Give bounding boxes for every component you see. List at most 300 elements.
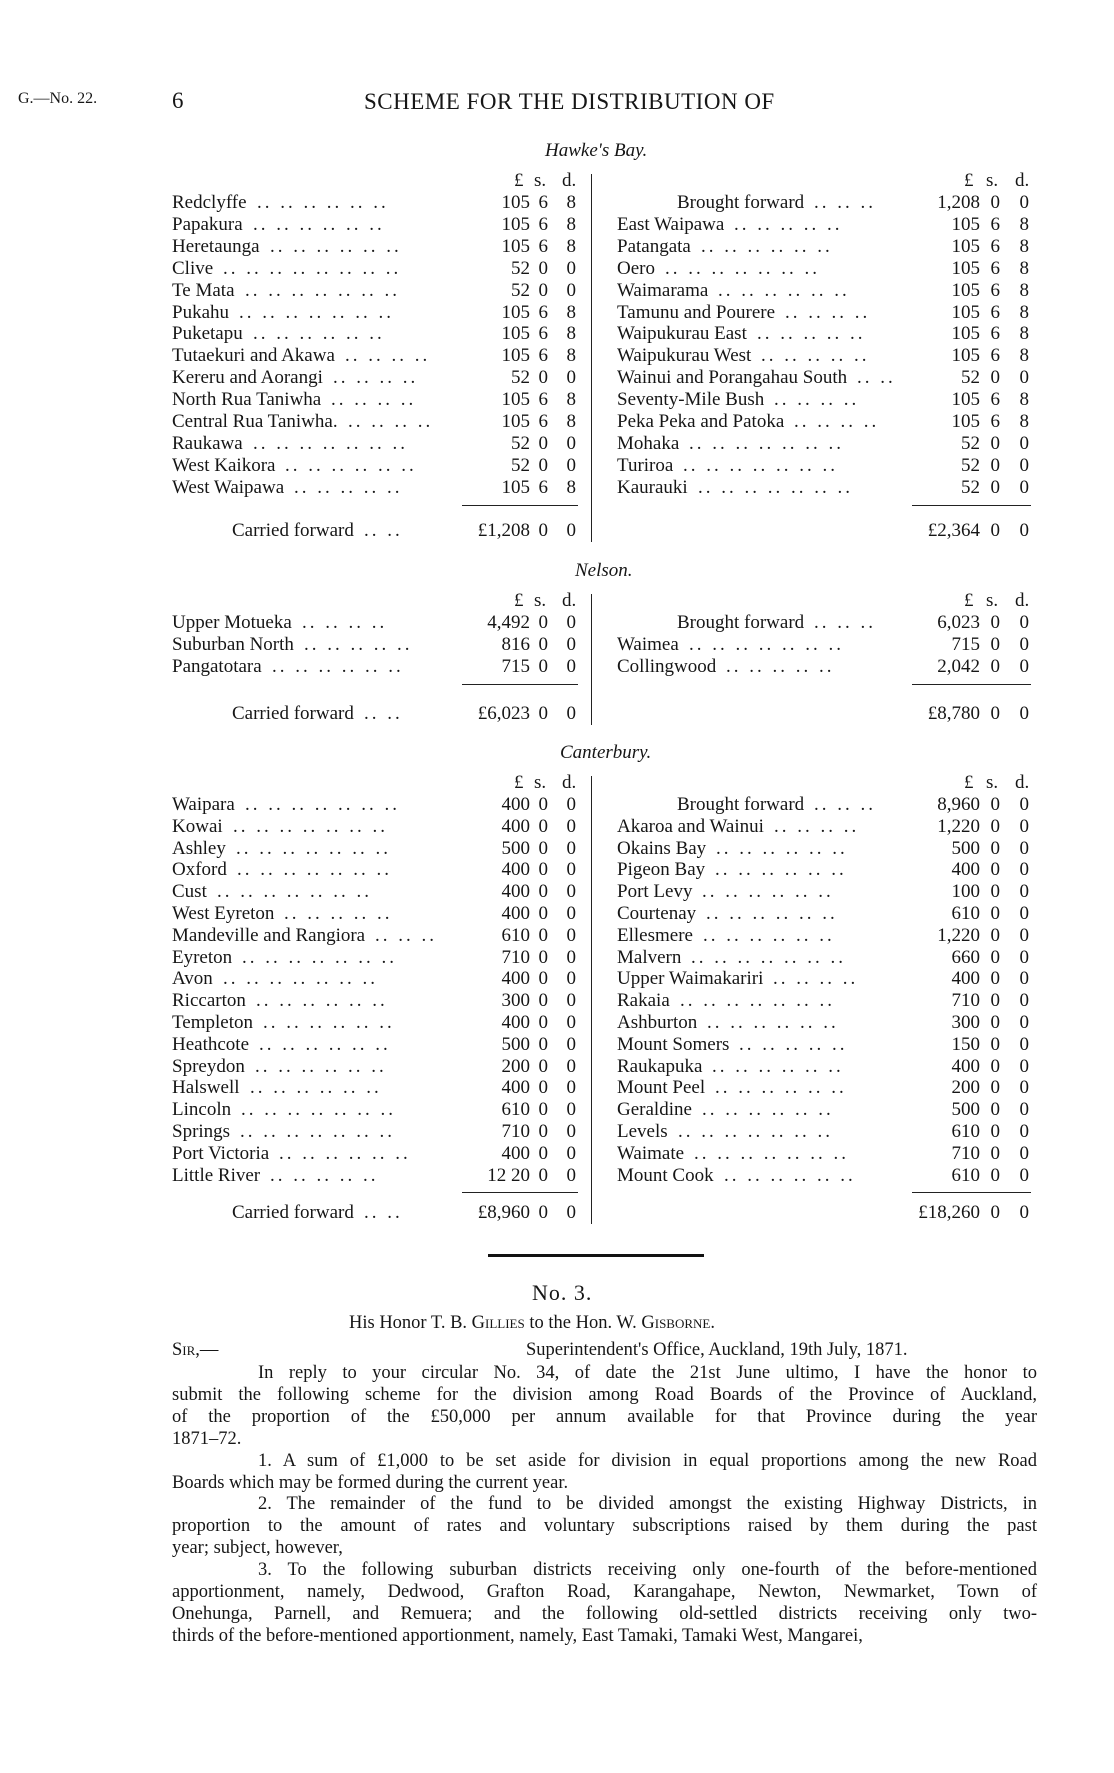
amount-pounds: 105: [501, 301, 530, 323]
amount-shillings: 0: [990, 794, 1000, 815]
amount-pounds: 150: [951, 1033, 980, 1055]
amount-pence: 0: [566, 1012, 576, 1033]
table-row: [0, 859, 1114, 881]
amount-pounds: 52: [511, 454, 530, 476]
district-name: Levels: [617, 1121, 668, 1142]
amount-pounds: 400: [951, 1055, 980, 1077]
left-col-pound: £: [514, 170, 524, 191]
leader-dots: .. .. .. .. .. ..: [270, 235, 402, 257]
amount-pence: 0: [566, 1077, 576, 1099]
total-s: 0: [990, 520, 1000, 541]
leader-dots: .. .. .. .. .. .. ..: [242, 946, 397, 968]
district-name: Waipukurau East: [617, 323, 747, 345]
right-col-d: d.: [1015, 170, 1030, 191]
table-row: [0, 816, 1114, 838]
carried-forward-d: 0: [566, 520, 576, 541]
district-name: Springs: [172, 1121, 231, 1142]
total-rule-left: [462, 1192, 578, 1193]
leader-dots: .. ..: [364, 703, 403, 724]
carried-forward-amount: £8,960: [477, 1202, 530, 1223]
amount-shillings: 0: [538, 1142, 548, 1164]
left-col-d: d.: [562, 772, 577, 793]
leader-dots: .. .. .. .. .. ..: [715, 1077, 847, 1099]
paragraph-line: Boards which may be formed during the current year.: [172, 1472, 569, 1493]
amount-shillings: 0: [538, 924, 548, 946]
amount-pence: 0: [1019, 1055, 1029, 1077]
district-name: Ashburton: [617, 1012, 698, 1033]
amount-pounds: 52: [961, 367, 980, 389]
table-row: [0, 236, 1114, 258]
amount-shillings: 0: [538, 1077, 548, 1099]
amount-pounds: 400: [501, 1077, 530, 1099]
table-row: [0, 258, 1114, 280]
brought-forward-label: Brought forward: [677, 192, 805, 213]
amount-shillings: 0: [990, 837, 1000, 859]
amount-shillings: 0: [538, 634, 548, 655]
period: .: [710, 1313, 715, 1333]
amount-pounds: 660: [951, 946, 980, 968]
section-title: Hawke's Bay.: [545, 140, 648, 161]
district-name: North Rua Taniwha: [172, 389, 322, 411]
leader-dots: .. .. .. .. ..: [726, 656, 835, 677]
amount-pounds: 400: [501, 794, 530, 815]
amount-shillings: 0: [538, 279, 548, 301]
amount-pence: 0: [1019, 837, 1029, 859]
leader-dots: .. .. .. ..: [302, 612, 388, 633]
leader-dots: .. .. ..: [375, 924, 437, 946]
amount-pence: 0: [566, 1142, 576, 1164]
amount-shillings: 6: [538, 235, 548, 257]
total-amount: £18,260: [918, 1202, 980, 1223]
district-name: Mandeville and Rangiora: [172, 924, 366, 946]
amount-pence: 8: [1019, 301, 1029, 323]
left-col-pound: £: [514, 590, 524, 611]
district-name: Suburban North: [172, 634, 294, 655]
from-to-mid: to the Hon. W.: [529, 1313, 637, 1333]
district-name: West Kaikora: [172, 454, 276, 476]
carried-forward-amount: £1,208: [477, 520, 530, 541]
district-name: Pukahu: [172, 301, 229, 323]
total-rule-left: [462, 684, 578, 685]
amount-shillings: 0: [990, 476, 1000, 498]
total-rule-right: [912, 505, 1031, 506]
leader-dots: .. .. .. .. .. .. ..: [217, 881, 372, 903]
leader-dots: .. .. .. .. .. ..: [716, 837, 848, 859]
table-row: [0, 411, 1114, 433]
district-name: Halswell: [172, 1077, 240, 1099]
amount-shillings: 0: [538, 1099, 548, 1121]
table-row: [0, 433, 1114, 455]
leader-dots: .. .. .. .. .. ..: [701, 235, 833, 257]
district-name: Turiroa: [617, 454, 674, 476]
paragraph-line: submit the following scheme for the division among Road Boards of the Province of Auckland,: [172, 1384, 1037, 1405]
amount-pence: 8: [566, 192, 576, 213]
table-row: [0, 925, 1114, 947]
amount-shillings: 6: [990, 345, 1000, 367]
carried-forward-s: 0: [538, 1202, 548, 1223]
leader-dots: .. .. .. .. .. .. ..: [236, 837, 391, 859]
amount-shillings: 0: [990, 367, 1000, 389]
amount-pence: 0: [1019, 432, 1029, 454]
page-number: 6: [172, 88, 184, 113]
district-name: Geraldine: [617, 1099, 692, 1121]
leader-dots: .. .. ..: [814, 192, 876, 213]
leader-dots: .. .. .. .. ..: [294, 476, 403, 498]
leader-dots: .. .. .. .. .. .. .. ..: [223, 257, 402, 279]
amount-pounds: 710: [951, 990, 980, 1012]
amount-pounds: 816: [501, 634, 530, 655]
leader-dots: .. .. .. .. .. ..: [707, 1012, 839, 1033]
amount-pence: 0: [1019, 454, 1029, 476]
section-divider: [488, 1254, 704, 1257]
document-reference: G.—No. 22.: [18, 90, 98, 107]
amount-pounds: 105: [501, 476, 530, 498]
leader-dots: .. .. .. .. .. ..: [712, 1055, 844, 1077]
amount-shillings: 0: [538, 612, 548, 633]
district-name: Upper Waimakariri: [617, 968, 764, 990]
district-name: Pigeon Bay: [617, 859, 706, 881]
amount-shillings: 0: [990, 656, 1000, 677]
amount-shillings: 0: [538, 367, 548, 389]
district-name: Waimea: [617, 634, 679, 655]
amount-pounds: 2,042: [937, 656, 980, 677]
amount-shillings: 0: [538, 1012, 548, 1033]
table-row: [0, 1121, 1114, 1143]
amount-pence: 0: [566, 257, 576, 279]
amount-shillings: 0: [990, 968, 1000, 990]
leader-dots: .. .. .. .. .. .. ..: [683, 454, 838, 476]
leader-dots: .. .. .. .. ..: [270, 1164, 379, 1186]
amount-pence: 8: [1019, 323, 1029, 345]
amount-pounds: 52: [511, 432, 530, 454]
left-col-s: s.: [534, 590, 547, 611]
leader-dots: .. .. .. .. .. ..: [702, 1099, 834, 1121]
letter-number: No. 3.: [532, 1280, 593, 1305]
leader-dots: .. .. .. .. .. .. ..: [223, 968, 378, 990]
amount-shillings: 0: [990, 881, 1000, 903]
amount-shillings: 0: [538, 656, 548, 677]
table-row: [0, 345, 1114, 367]
leader-dots: .. .. .. .. ..: [304, 634, 413, 655]
leader-dots: .. .. .. ..: [345, 345, 431, 367]
leader-dots: .. .. .. ..: [348, 411, 434, 432]
carried-forward-d: 0: [566, 1202, 576, 1223]
leader-dots: .. .. .. .. .. .. ..: [698, 476, 853, 498]
leader-dots: .. .. .. .. .. .. ..: [245, 279, 400, 301]
leader-dots: .. .. .. .. .. .. ..: [691, 946, 846, 968]
leader-dots: .. .. .. .. .. .. ..: [240, 1121, 395, 1142]
total-d: 0: [1019, 1202, 1029, 1223]
brought-forward-label: Brought forward: [677, 794, 805, 815]
amount-pence: 0: [566, 1055, 576, 1077]
amount-shillings: 0: [990, 454, 1000, 476]
paragraph-line: 1871–72.: [172, 1428, 242, 1449]
brought-forward-label: Brought forward: [677, 612, 805, 633]
amount-pence: 8: [1019, 389, 1029, 411]
table-row: [0, 302, 1114, 324]
district-name: Upper Motueka: [172, 612, 292, 633]
leader-dots: .. .. .. .. .. .. ..: [665, 257, 820, 279]
leader-dots: .. ..: [364, 520, 403, 541]
amount-shillings: 0: [990, 859, 1000, 881]
amount-pence: 0: [1019, 924, 1029, 946]
district-name: Waimarama: [617, 279, 709, 301]
district-name: Raukapuka: [617, 1055, 703, 1077]
total-rule-right: [912, 1192, 1031, 1193]
amount-shillings: 0: [990, 946, 1000, 968]
district-name: Seventy-Mile Bush: [617, 389, 765, 411]
amount-pounds: 610: [951, 1164, 980, 1186]
amount-pounds: 500: [951, 837, 980, 859]
right-col-pound: £: [964, 772, 974, 793]
leader-dots: .. .. .. .. .. .. ..: [694, 1142, 849, 1164]
amount-pounds: 105: [501, 345, 530, 367]
leader-dots: .. .. .. .. .. ..: [253, 323, 385, 345]
amount-pounds: 500: [501, 1033, 530, 1055]
amount-pence: 0: [566, 279, 576, 301]
right-col-s: s.: [986, 170, 999, 191]
total-rule-left: [462, 505, 578, 506]
amount-pence: 0: [566, 815, 576, 837]
district-name: Avon: [172, 968, 213, 990]
district-name: Eyreton: [172, 946, 233, 968]
recipient-name: Gisborne: [641, 1313, 711, 1333]
district-name: Heretaunga: [172, 235, 260, 257]
amount-pence: 0: [1019, 1142, 1029, 1164]
amount-pence: 0: [1019, 815, 1029, 837]
table-row: [0, 903, 1114, 925]
right-col-pound: £: [964, 170, 974, 191]
right-col-pound: £: [964, 590, 974, 611]
amount-pounds: 105: [501, 213, 530, 235]
amount-shillings: 0: [990, 1055, 1000, 1077]
leader-dots: .. .. .. .. .. .. ..: [689, 634, 844, 655]
amount-shillings: 6: [538, 389, 548, 411]
total-amount: £2,364: [927, 520, 980, 541]
district-name: Kereru and Aorangi: [172, 367, 323, 389]
amount-pounds: 52: [511, 279, 530, 301]
district-name: Tamunu and Pourere: [617, 301, 776, 323]
leader-dots: .. .. .. ..: [785, 301, 871, 323]
district-name: Patangata: [617, 235, 691, 257]
amount-pence: 0: [1019, 946, 1029, 968]
table-row: [0, 1077, 1114, 1099]
amount-pounds: 105: [951, 235, 980, 257]
amount-shillings: 0: [990, 1142, 1000, 1164]
amount-pounds: 610: [951, 903, 980, 924]
right-col-d: d.: [1015, 590, 1030, 611]
leader-dots: .. .. .. .. .. ..: [263, 1012, 395, 1033]
district-name: Collingwood: [617, 656, 717, 677]
district-name: Akaroa and Wainui: [617, 815, 764, 837]
amount-shillings: 0: [990, 192, 1000, 213]
amount-pounds: 710: [501, 1121, 530, 1142]
total-d: 0: [1019, 520, 1029, 541]
amount-shillings: 6: [990, 213, 1000, 235]
amount-pence: 0: [1019, 990, 1029, 1012]
amount-pounds: 500: [501, 837, 530, 859]
paragraph-first-line: In reply to your circular No. 34, of date the 21st June ultimo, I have the honor to: [258, 1363, 1037, 1383]
table-row: [0, 1034, 1114, 1056]
leader-dots: .. .. .. .. .. ..: [724, 1164, 856, 1186]
amount-pence: 0: [566, 612, 576, 633]
amount-pence: 8: [1019, 345, 1029, 367]
district-name: Cust: [172, 881, 207, 903]
amount-pounds: 105: [951, 323, 980, 345]
amount-shillings: 6: [538, 411, 548, 432]
amount-pence: 0: [566, 1164, 576, 1186]
amount-shillings: 0: [990, 612, 1000, 633]
leader-dots: .. .. .. .. .. .. ..: [245, 794, 400, 815]
amount-shillings: 6: [538, 323, 548, 345]
amount-pounds: 400: [501, 1142, 530, 1164]
amount-shillings: 0: [990, 990, 1000, 1012]
district-name: Mount Somers: [617, 1033, 730, 1055]
amount-shillings: 0: [990, 634, 1000, 655]
leader-dots: .. .. .. ..: [774, 815, 860, 837]
amount-pence: 0: [566, 924, 576, 946]
right-col-s: s.: [986, 772, 999, 793]
amount-pounds: 710: [501, 946, 530, 968]
district-name: Te Mata: [172, 279, 235, 301]
amount-pence: 0: [566, 1099, 576, 1121]
leader-dots: .. .. .. .. .. ..: [703, 924, 835, 946]
amount-pounds: 105: [951, 411, 980, 432]
district-name: Wainui and Porangahau South: [617, 367, 848, 389]
amount-pounds: 105: [951, 257, 980, 279]
leader-dots: .. .. .. .. .. ..: [253, 213, 385, 235]
amount-shillings: 6: [990, 323, 1000, 345]
amount-pence: 8: [566, 476, 576, 498]
district-name: Waipara: [172, 794, 235, 815]
amount-pounds: 1,220: [937, 924, 980, 946]
paragraph-line: year; subject, however,: [172, 1538, 343, 1559]
total-rule-right: [912, 684, 1031, 685]
amount-shillings: 0: [538, 903, 548, 924]
district-name: Waipukurau West: [617, 345, 752, 367]
paragraph-line: thirds of the before-mentioned apportionment, namely, East Tamaki, Tamaki West, Mangarei,: [172, 1625, 863, 1646]
from-to-pre: His Honor T. B.: [349, 1313, 468, 1333]
carried-forward-label: Carried forward: [232, 1202, 354, 1223]
carried-forward-d: 0: [566, 703, 576, 724]
amount-shillings: 0: [990, 1012, 1000, 1033]
amount-pounds: 200: [951, 1077, 980, 1099]
table-row: [0, 192, 1114, 214]
amount-shillings: 6: [990, 389, 1000, 411]
leader-dots: .. ..: [857, 367, 896, 389]
amount-shillings: 6: [538, 476, 548, 498]
table-row: [0, 634, 1114, 656]
amount-shillings: 0: [538, 1164, 548, 1186]
amount-pence: 8: [1019, 235, 1029, 257]
amount-shillings: 0: [538, 881, 548, 903]
table-row: [0, 968, 1114, 990]
district-name: Malvern: [617, 946, 682, 968]
amount-shillings: 0: [538, 257, 548, 279]
amount-pounds: 52: [511, 257, 530, 279]
amount-pence: 0: [1019, 1099, 1029, 1121]
left-col-d: d.: [562, 170, 577, 191]
amount-pence: 0: [566, 794, 576, 815]
district-name: Port Levy: [617, 881, 693, 903]
leader-dots: .. .. .. .. ..: [734, 213, 843, 235]
district-name: Peka Peka and Patoka: [617, 411, 785, 432]
amount-pence: 0: [566, 656, 576, 677]
left-col-pound: £: [514, 772, 524, 793]
amount-pence: 0: [566, 837, 576, 859]
salutation: Sir,—: [172, 1340, 219, 1360]
paragraph-line: of the proportion of the £50,000 per annum available for that Province during the year: [172, 1406, 1037, 1427]
carried-forward-amount: £6,023: [477, 703, 530, 724]
amount-shillings: 0: [538, 837, 548, 859]
district-name: Mohaka: [617, 432, 680, 454]
amount-pence: 0: [566, 367, 576, 389]
amount-shillings: 0: [990, 1164, 1000, 1186]
district-name: Central Rua Taniwha.: [172, 411, 338, 432]
district-name: Spreydon: [172, 1055, 245, 1077]
district-name: Templeton: [172, 1012, 253, 1033]
amount-shillings: 0: [538, 432, 548, 454]
right-col-d: d.: [1015, 772, 1030, 793]
total-s: 0: [990, 1202, 1000, 1223]
leader-dots: .. .. .. .. .. .. ..: [689, 432, 844, 454]
amount-pounds: 400: [951, 859, 980, 881]
district-name: Heathcote: [172, 1033, 250, 1055]
amount-pence: 8: [566, 345, 576, 367]
amount-pence: 0: [1019, 968, 1029, 990]
amount-pence: 0: [566, 1033, 576, 1055]
leader-dots: .. .. .. .. .. .. ..: [678, 1121, 833, 1142]
amount-pounds: 105: [951, 301, 980, 323]
paragraph-line: Onehunga, Parnell, and Remuera; and the following old-settled districts receiving only two-: [172, 1603, 1037, 1624]
amount-pence: 8: [566, 301, 576, 323]
section-title: Nelson.: [575, 560, 633, 581]
amount-pence: 8: [1019, 257, 1029, 279]
amount-shillings: 0: [538, 454, 548, 476]
leader-dots: .. .. .. .. .. .. ..: [233, 815, 388, 837]
amount-pence: 0: [1019, 476, 1029, 498]
amount-shillings: 6: [990, 301, 1000, 323]
amount-pounds: 105: [501, 389, 530, 411]
amount-pounds: 715: [951, 634, 980, 655]
amount-pounds: 300: [501, 990, 530, 1012]
left-col-s: s.: [534, 772, 547, 793]
carried-forward-s: 0: [538, 520, 548, 541]
table-row: [0, 794, 1114, 816]
amount-pence: 0: [1019, 1077, 1029, 1099]
district-name: Okains Bay: [617, 837, 707, 859]
amount-pounds: 6,023: [937, 612, 980, 633]
amount-pounds: 52: [961, 476, 980, 498]
table-row: [0, 455, 1114, 477]
leader-dots: .. .. .. ..: [331, 389, 417, 411]
amount-pounds: 105: [501, 192, 530, 213]
leader-dots: .. .. .. .. .. .. ..: [680, 990, 835, 1012]
district-name: Ashley: [172, 837, 226, 859]
amount-pounds: 105: [951, 345, 980, 367]
district-name: West Eyreton: [172, 903, 275, 924]
amount-pence: 0: [566, 634, 576, 655]
total-amount: £8,780: [927, 703, 980, 724]
amount-pounds: 105: [951, 213, 980, 235]
paragraph-first-line: 2. The remainder of the fund to be divided amongst the existing Highway Districts, in: [258, 1494, 1037, 1515]
amount-shillings: 0: [538, 815, 548, 837]
leader-dots: .. .. .. .. ..: [739, 1033, 848, 1055]
carried-forward-s: 0: [538, 703, 548, 724]
section-title: Canterbury.: [560, 742, 652, 763]
amount-pence: 0: [566, 454, 576, 476]
paragraph-first-line: 1. A sum of £1,000 to be set aside for division in equal proportions among the new Road: [258, 1450, 1037, 1471]
